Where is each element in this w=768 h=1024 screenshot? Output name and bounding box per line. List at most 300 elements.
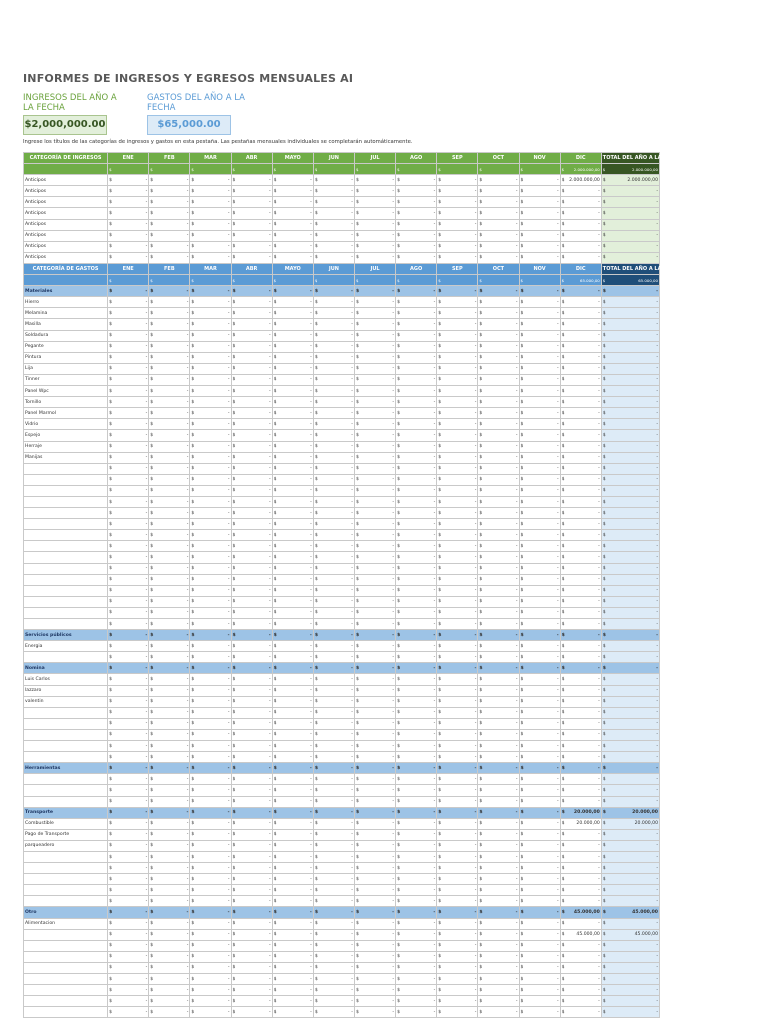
month-cell-ago[interactable] bbox=[396, 230, 437, 241]
month-cell-sep[interactable] bbox=[437, 308, 478, 319]
month-cell-nov[interactable] bbox=[519, 729, 560, 740]
category-label[interactable] bbox=[24, 940, 108, 951]
month-cell-abr[interactable] bbox=[231, 874, 272, 885]
month-cell-sep[interactable] bbox=[437, 374, 478, 385]
month-cell-feb[interactable] bbox=[149, 696, 190, 707]
month-cell-oct[interactable] bbox=[478, 674, 519, 685]
month-cell-dic[interactable] bbox=[560, 685, 601, 696]
month-cell-mayo[interactable] bbox=[272, 208, 313, 219]
month-cell-ene[interactable] bbox=[108, 374, 149, 385]
category-label[interactable]: Espejo bbox=[24, 430, 108, 441]
month-cell-sep[interactable] bbox=[437, 352, 478, 363]
month-cell-jun[interactable] bbox=[313, 685, 354, 696]
month-cell-abr[interactable] bbox=[231, 341, 272, 352]
month-cell-ene[interactable] bbox=[108, 985, 149, 996]
month-cell-ene[interactable] bbox=[108, 508, 149, 519]
month-cell-ene[interactable] bbox=[108, 341, 149, 352]
month-cell-dic[interactable] bbox=[560, 341, 601, 352]
month-cell-abr[interactable] bbox=[231, 186, 272, 197]
month-cell-jun[interactable] bbox=[313, 175, 354, 186]
month-cell-nov[interactable] bbox=[519, 985, 560, 996]
month-cell-ago[interactable] bbox=[396, 419, 437, 430]
month-cell-dic[interactable] bbox=[560, 430, 601, 441]
month-cell-sep[interactable] bbox=[437, 996, 478, 1007]
month-cell-sep[interactable] bbox=[437, 386, 478, 397]
category-label[interactable]: Vidrio bbox=[24, 419, 108, 430]
month-cell-mayo[interactable] bbox=[272, 785, 313, 796]
category-label[interactable]: Anticipos bbox=[24, 230, 108, 241]
month-cell-ago[interactable] bbox=[396, 718, 437, 729]
month-cell-abr[interactable] bbox=[231, 674, 272, 685]
month-cell-ene[interactable] bbox=[108, 962, 149, 973]
month-cell-abr[interactable] bbox=[231, 585, 272, 596]
month-cell-abr[interactable] bbox=[231, 252, 272, 263]
month-cell-mayo[interactable] bbox=[272, 530, 313, 541]
month-cell-jun[interactable] bbox=[313, 940, 354, 951]
month-cell-feb[interactable] bbox=[149, 718, 190, 729]
month-cell-abr[interactable] bbox=[231, 863, 272, 874]
month-cell-sep[interactable] bbox=[437, 596, 478, 607]
month-cell-mayo[interactable] bbox=[272, 752, 313, 763]
month-cell-oct[interactable] bbox=[478, 752, 519, 763]
month-cell-jul[interactable] bbox=[354, 463, 395, 474]
month-cell-sep[interactable] bbox=[437, 752, 478, 763]
category-label[interactable]: Manijas bbox=[24, 452, 108, 463]
month-cell-feb[interactable] bbox=[149, 485, 190, 496]
month-cell-nov[interactable] bbox=[519, 297, 560, 308]
month-cell-feb[interactable] bbox=[149, 219, 190, 230]
month-cell-dic[interactable] bbox=[560, 674, 601, 685]
month-cell-jun[interactable] bbox=[313, 863, 354, 874]
month-cell-jun[interactable] bbox=[313, 386, 354, 397]
month-cell-nov[interactable] bbox=[519, 863, 560, 874]
month-cell-jul[interactable] bbox=[354, 352, 395, 363]
category-label[interactable]: Lija bbox=[24, 363, 108, 374]
month-cell-jun[interactable] bbox=[313, 452, 354, 463]
month-cell-sep[interactable] bbox=[437, 696, 478, 707]
month-cell-jul[interactable] bbox=[354, 197, 395, 208]
month-cell-feb[interactable] bbox=[149, 286, 190, 297]
month-cell-jun[interactable] bbox=[313, 408, 354, 419]
month-cell-ene[interactable] bbox=[108, 896, 149, 907]
month-cell-dic[interactable] bbox=[560, 918, 601, 929]
month-cell-oct[interactable] bbox=[478, 286, 519, 297]
month-cell-ene[interactable] bbox=[108, 663, 149, 674]
month-cell-ene[interactable] bbox=[108, 441, 149, 452]
month-cell-oct[interactable] bbox=[478, 874, 519, 885]
month-cell-jun[interactable] bbox=[313, 696, 354, 707]
month-cell-abr[interactable] bbox=[231, 197, 272, 208]
month-cell-sep[interactable] bbox=[437, 630, 478, 641]
month-cell-nov[interactable] bbox=[519, 974, 560, 985]
month-cell-abr[interactable] bbox=[231, 563, 272, 574]
month-cell-nov[interactable] bbox=[519, 319, 560, 330]
month-cell-ene[interactable] bbox=[108, 552, 149, 563]
month-cell-jun[interactable] bbox=[313, 208, 354, 219]
month-cell-abr[interactable] bbox=[231, 297, 272, 308]
month-cell-abr[interactable] bbox=[231, 241, 272, 252]
month-cell-sep[interactable] bbox=[437, 397, 478, 408]
month-cell-ene[interactable] bbox=[108, 674, 149, 685]
month-cell-ago[interactable] bbox=[396, 596, 437, 607]
month-cell-jul[interactable] bbox=[354, 330, 395, 341]
month-cell-mayo[interactable] bbox=[272, 641, 313, 652]
month-cell-jun[interactable] bbox=[313, 286, 354, 297]
month-cell-oct[interactable] bbox=[478, 896, 519, 907]
month-cell-oct[interactable] bbox=[478, 319, 519, 330]
month-cell-jul[interactable] bbox=[354, 596, 395, 607]
month-cell-ene[interactable] bbox=[108, 940, 149, 951]
month-cell-sep[interactable] bbox=[437, 485, 478, 496]
month-cell-jul[interactable] bbox=[354, 208, 395, 219]
month-cell-abr[interactable] bbox=[231, 175, 272, 186]
month-cell-abr[interactable] bbox=[231, 685, 272, 696]
month-cell-abr[interactable] bbox=[231, 918, 272, 929]
month-cell-ene[interactable] bbox=[108, 463, 149, 474]
month-cell-dic[interactable] bbox=[560, 197, 601, 208]
month-cell-jun[interactable] bbox=[313, 763, 354, 774]
month-cell-ago[interactable] bbox=[396, 641, 437, 652]
month-cell-oct[interactable] bbox=[478, 308, 519, 319]
month-cell-jul[interactable] bbox=[354, 929, 395, 940]
category-label[interactable] bbox=[24, 896, 108, 907]
month-cell-mayo[interactable] bbox=[272, 330, 313, 341]
month-cell-feb[interactable] bbox=[149, 985, 190, 996]
month-cell-ene[interactable] bbox=[108, 607, 149, 618]
month-cell-jul[interactable] bbox=[354, 552, 395, 563]
month-cell-jun[interactable] bbox=[313, 619, 354, 630]
month-cell-mar[interactable] bbox=[190, 585, 231, 596]
month-cell-sep[interactable] bbox=[437, 219, 478, 230]
month-cell-abr[interactable] bbox=[231, 619, 272, 630]
month-cell-sep[interactable] bbox=[437, 874, 478, 885]
month-cell-dic[interactable] bbox=[560, 696, 601, 707]
month-cell-nov[interactable] bbox=[519, 330, 560, 341]
month-cell-jul[interactable] bbox=[354, 408, 395, 419]
month-cell-ene[interactable] bbox=[108, 596, 149, 607]
month-cell-mar[interactable] bbox=[190, 630, 231, 641]
month-cell-mar[interactable] bbox=[190, 785, 231, 796]
month-cell-sep[interactable] bbox=[437, 763, 478, 774]
category-label[interactable]: parqueadero bbox=[24, 840, 108, 851]
month-cell-jun[interactable] bbox=[313, 663, 354, 674]
month-cell-feb[interactable] bbox=[149, 441, 190, 452]
category-label[interactable]: Otro bbox=[24, 907, 108, 918]
month-cell-ene[interactable] bbox=[108, 974, 149, 985]
month-cell-feb[interactable] bbox=[149, 840, 190, 851]
month-cell-mayo[interactable] bbox=[272, 962, 313, 973]
month-cell-ene[interactable] bbox=[108, 752, 149, 763]
month-cell-nov[interactable] bbox=[519, 241, 560, 252]
month-cell-mayo[interactable] bbox=[272, 308, 313, 319]
month-cell-jun[interactable] bbox=[313, 474, 354, 485]
month-cell-mayo[interactable] bbox=[272, 419, 313, 430]
month-cell-ene[interactable] bbox=[108, 796, 149, 807]
month-cell-dic[interactable] bbox=[560, 219, 601, 230]
month-cell-mar[interactable] bbox=[190, 974, 231, 985]
month-cell-mar[interactable] bbox=[190, 552, 231, 563]
month-cell-ago[interactable] bbox=[396, 863, 437, 874]
month-cell-mar[interactable] bbox=[190, 729, 231, 740]
month-cell-dic[interactable] bbox=[560, 419, 601, 430]
category-label[interactable]: Pago de Transporte bbox=[24, 829, 108, 840]
month-cell-abr[interactable] bbox=[231, 652, 272, 663]
month-cell-oct[interactable] bbox=[478, 796, 519, 807]
month-cell-oct[interactable] bbox=[478, 696, 519, 707]
month-cell-mar[interactable] bbox=[190, 230, 231, 241]
month-cell-jun[interactable] bbox=[313, 741, 354, 752]
month-cell-dic[interactable] bbox=[560, 585, 601, 596]
category-label[interactable] bbox=[24, 729, 108, 740]
month-cell-sep[interactable] bbox=[437, 419, 478, 430]
month-cell-oct[interactable] bbox=[478, 197, 519, 208]
month-cell-ago[interactable] bbox=[396, 463, 437, 474]
month-cell-jul[interactable] bbox=[354, 896, 395, 907]
month-cell-jun[interactable] bbox=[313, 718, 354, 729]
month-cell-jul[interactable] bbox=[354, 685, 395, 696]
month-cell-ene[interactable] bbox=[108, 563, 149, 574]
month-cell-nov[interactable] bbox=[519, 175, 560, 186]
month-cell-abr[interactable] bbox=[231, 430, 272, 441]
month-cell-abr[interactable] bbox=[231, 308, 272, 319]
month-cell-mar[interactable] bbox=[190, 363, 231, 374]
month-cell-jun[interactable] bbox=[313, 541, 354, 552]
month-cell-jul[interactable] bbox=[354, 885, 395, 896]
month-cell-dic[interactable] bbox=[560, 741, 601, 752]
month-cell-nov[interactable] bbox=[519, 818, 560, 829]
month-cell-dic[interactable] bbox=[560, 374, 601, 385]
month-cell-jun[interactable] bbox=[313, 485, 354, 496]
month-cell-jun[interactable] bbox=[313, 430, 354, 441]
month-cell-oct[interactable] bbox=[478, 574, 519, 585]
month-cell-ago[interactable] bbox=[396, 208, 437, 219]
month-cell-ene[interactable] bbox=[108, 419, 149, 430]
month-cell-ago[interactable] bbox=[396, 541, 437, 552]
category-label[interactable] bbox=[24, 774, 108, 785]
month-cell-jul[interactable] bbox=[354, 663, 395, 674]
month-cell-mar[interactable] bbox=[190, 874, 231, 885]
month-cell-mayo[interactable] bbox=[272, 596, 313, 607]
month-cell-sep[interactable] bbox=[437, 508, 478, 519]
month-cell-ago[interactable] bbox=[396, 996, 437, 1007]
month-cell-mayo[interactable] bbox=[272, 341, 313, 352]
month-cell-mayo[interactable] bbox=[272, 707, 313, 718]
month-cell-nov[interactable] bbox=[519, 1007, 560, 1018]
month-cell-nov[interactable] bbox=[519, 674, 560, 685]
month-cell-feb[interactable] bbox=[149, 208, 190, 219]
category-label[interactable] bbox=[24, 463, 108, 474]
month-cell-ene[interactable] bbox=[108, 829, 149, 840]
month-cell-nov[interactable] bbox=[519, 940, 560, 951]
month-cell-feb[interactable] bbox=[149, 186, 190, 197]
month-cell-abr[interactable] bbox=[231, 763, 272, 774]
month-cell-mar[interactable] bbox=[190, 596, 231, 607]
month-cell-oct[interactable] bbox=[478, 596, 519, 607]
month-cell-mayo[interactable] bbox=[272, 607, 313, 618]
month-cell-jun[interactable] bbox=[313, 818, 354, 829]
month-cell-mar[interactable] bbox=[190, 419, 231, 430]
month-cell-jun[interactable] bbox=[313, 341, 354, 352]
month-cell-dic[interactable] bbox=[560, 785, 601, 796]
month-cell-mayo[interactable] bbox=[272, 186, 313, 197]
category-label[interactable]: Hierro bbox=[24, 297, 108, 308]
month-cell-abr[interactable] bbox=[231, 807, 272, 818]
month-cell-abr[interactable] bbox=[231, 607, 272, 618]
month-cell-jul[interactable] bbox=[354, 1007, 395, 1018]
month-cell-abr[interactable] bbox=[231, 896, 272, 907]
month-cell-abr[interactable] bbox=[231, 386, 272, 397]
month-cell-jun[interactable] bbox=[313, 363, 354, 374]
month-cell-ago[interactable] bbox=[396, 663, 437, 674]
month-cell-mayo[interactable] bbox=[272, 685, 313, 696]
category-label[interactable] bbox=[24, 985, 108, 996]
month-cell-mar[interactable] bbox=[190, 530, 231, 541]
month-cell-sep[interactable] bbox=[437, 441, 478, 452]
month-cell-ago[interactable] bbox=[396, 374, 437, 385]
month-cell-ago[interactable] bbox=[396, 330, 437, 341]
month-cell-nov[interactable] bbox=[519, 907, 560, 918]
category-label[interactable] bbox=[24, 541, 108, 552]
month-cell-jul[interactable] bbox=[354, 785, 395, 796]
month-cell-feb[interactable] bbox=[149, 175, 190, 186]
month-cell-dic[interactable] bbox=[560, 352, 601, 363]
month-cell-jun[interactable] bbox=[313, 319, 354, 330]
category-label[interactable]: Anticipos bbox=[24, 219, 108, 230]
category-label[interactable] bbox=[24, 585, 108, 596]
month-cell-oct[interactable] bbox=[478, 363, 519, 374]
month-cell-ene[interactable] bbox=[108, 363, 149, 374]
month-cell-dic[interactable] bbox=[560, 729, 601, 740]
month-cell-oct[interactable] bbox=[478, 619, 519, 630]
month-cell-oct[interactable] bbox=[478, 175, 519, 186]
month-cell-ene[interactable] bbox=[108, 918, 149, 929]
month-cell-jun[interactable] bbox=[313, 308, 354, 319]
month-cell-nov[interactable] bbox=[519, 685, 560, 696]
month-cell-dic[interactable] bbox=[560, 552, 601, 563]
month-cell-jul[interactable] bbox=[354, 574, 395, 585]
month-cell-jun[interactable] bbox=[313, 374, 354, 385]
month-cell-ene[interactable] bbox=[108, 951, 149, 962]
category-label[interactable]: Anticipos bbox=[24, 197, 108, 208]
month-cell-jun[interactable] bbox=[313, 241, 354, 252]
month-cell-sep[interactable] bbox=[437, 863, 478, 874]
month-cell-mayo[interactable] bbox=[272, 319, 313, 330]
month-cell-nov[interactable] bbox=[519, 607, 560, 618]
month-cell-abr[interactable] bbox=[231, 452, 272, 463]
month-cell-mar[interactable] bbox=[190, 452, 231, 463]
month-cell-abr[interactable] bbox=[231, 741, 272, 752]
month-cell-oct[interactable] bbox=[478, 641, 519, 652]
category-label[interactable] bbox=[24, 996, 108, 1007]
month-cell-jul[interactable] bbox=[354, 951, 395, 962]
category-label[interactable]: Pintura bbox=[24, 352, 108, 363]
month-cell-ago[interactable] bbox=[396, 496, 437, 507]
category-label[interactable] bbox=[24, 962, 108, 973]
month-cell-ene[interactable] bbox=[108, 297, 149, 308]
category-label[interactable]: Pegante bbox=[24, 341, 108, 352]
month-cell-sep[interactable] bbox=[437, 252, 478, 263]
category-label[interactable] bbox=[24, 863, 108, 874]
category-label[interactable] bbox=[24, 607, 108, 618]
month-cell-feb[interactable] bbox=[149, 829, 190, 840]
month-cell-mayo[interactable] bbox=[272, 241, 313, 252]
month-cell-mayo[interactable] bbox=[272, 519, 313, 530]
month-cell-ene[interactable] bbox=[108, 851, 149, 862]
month-cell-jul[interactable] bbox=[354, 918, 395, 929]
month-cell-nov[interactable] bbox=[519, 496, 560, 507]
month-cell-jul[interactable] bbox=[354, 363, 395, 374]
month-cell-nov[interactable] bbox=[519, 186, 560, 197]
month-cell-feb[interactable] bbox=[149, 308, 190, 319]
month-cell-ago[interactable] bbox=[396, 241, 437, 252]
month-cell-ago[interactable] bbox=[396, 452, 437, 463]
month-cell-mar[interactable] bbox=[190, 297, 231, 308]
month-cell-mar[interactable] bbox=[190, 796, 231, 807]
month-cell-mar[interactable] bbox=[190, 441, 231, 452]
month-cell-feb[interactable] bbox=[149, 707, 190, 718]
month-cell-mar[interactable] bbox=[190, 463, 231, 474]
month-cell-jun[interactable] bbox=[313, 297, 354, 308]
month-cell-mayo[interactable] bbox=[272, 863, 313, 874]
month-cell-jul[interactable] bbox=[354, 374, 395, 385]
category-label[interactable]: Alimentacion bbox=[24, 918, 108, 929]
month-cell-abr[interactable] bbox=[231, 230, 272, 241]
month-cell-mayo[interactable] bbox=[272, 996, 313, 1007]
month-cell-ene[interactable] bbox=[108, 485, 149, 496]
month-cell-abr[interactable] bbox=[231, 408, 272, 419]
month-cell-mar[interactable] bbox=[190, 352, 231, 363]
month-cell-dic[interactable] bbox=[560, 175, 601, 186]
month-cell-ago[interactable] bbox=[396, 352, 437, 363]
month-cell-dic[interactable] bbox=[560, 840, 601, 851]
month-cell-mayo[interactable] bbox=[272, 674, 313, 685]
month-cell-abr[interactable] bbox=[231, 630, 272, 641]
month-cell-jul[interactable] bbox=[354, 729, 395, 740]
month-cell-sep[interactable] bbox=[437, 929, 478, 940]
month-cell-mar[interactable] bbox=[190, 175, 231, 186]
month-cell-oct[interactable] bbox=[478, 741, 519, 752]
month-cell-jun[interactable] bbox=[313, 230, 354, 241]
month-cell-oct[interactable] bbox=[478, 718, 519, 729]
month-cell-mayo[interactable] bbox=[272, 286, 313, 297]
month-cell-nov[interactable] bbox=[519, 885, 560, 896]
month-cell-jul[interactable] bbox=[354, 474, 395, 485]
category-label[interactable] bbox=[24, 718, 108, 729]
month-cell-feb[interactable] bbox=[149, 729, 190, 740]
month-cell-ene[interactable] bbox=[108, 774, 149, 785]
month-cell-sep[interactable] bbox=[437, 519, 478, 530]
month-cell-jul[interactable] bbox=[354, 430, 395, 441]
month-cell-ago[interactable] bbox=[396, 929, 437, 940]
month-cell-sep[interactable] bbox=[437, 574, 478, 585]
month-cell-mar[interactable] bbox=[190, 474, 231, 485]
month-cell-mar[interactable] bbox=[190, 519, 231, 530]
month-cell-abr[interactable] bbox=[231, 286, 272, 297]
month-cell-sep[interactable] bbox=[437, 918, 478, 929]
month-cell-sep[interactable] bbox=[437, 186, 478, 197]
month-cell-ene[interactable] bbox=[108, 630, 149, 641]
month-cell-mayo[interactable] bbox=[272, 807, 313, 818]
month-cell-mar[interactable] bbox=[190, 851, 231, 862]
month-cell-jul[interactable] bbox=[354, 619, 395, 630]
category-label[interactable] bbox=[24, 951, 108, 962]
category-label[interactable]: Masilla bbox=[24, 319, 108, 330]
month-cell-abr[interactable] bbox=[231, 985, 272, 996]
month-cell-oct[interactable] bbox=[478, 585, 519, 596]
month-cell-ago[interactable] bbox=[396, 397, 437, 408]
month-cell-dic[interactable] bbox=[560, 607, 601, 618]
month-cell-oct[interactable] bbox=[478, 219, 519, 230]
